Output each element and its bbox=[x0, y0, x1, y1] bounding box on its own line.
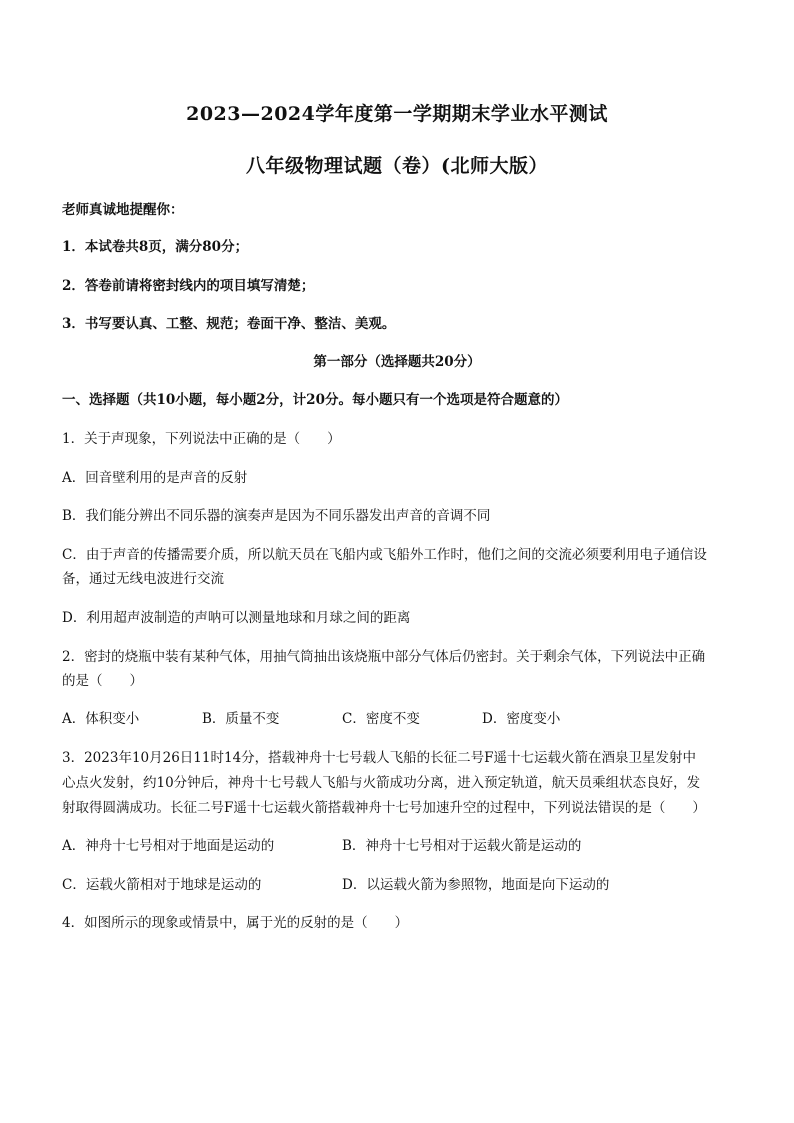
question-3-option-d: D．以运载火箭为参照物，地面是向下运动的 bbox=[342, 877, 610, 893]
question-3-options-row2 bbox=[62, 872, 738, 898]
question-2-stem: 2．密封的烧瓶中装有某种气体，用抽气筒抽出该烧瓶中部分气体后仍密封。关于剩余气体，下列说法中正确 bbox=[62, 649, 706, 665]
question-2-option-a: A．体积变小 bbox=[62, 711, 140, 727]
question-1-stem: 1．关于声现象，下列说法中正确的是（ ） bbox=[62, 431, 341, 447]
part-heading: 第一部分（选择题共20分） bbox=[313, 354, 481, 370]
question-3-stem-cont: 心点火发射，约10分钟后，神舟十七号载人飞船与火箭成功分离，进入预定轨道，航天员乘组状态良好，发 bbox=[62, 775, 701, 791]
question-2-option-d: D．密度变小 bbox=[482, 711, 561, 727]
question-2-option-b: B．质量不变 bbox=[202, 711, 280, 727]
question-1-option-d: D．利用超声波制造的声呐可以测量地球和月球之间的距离 bbox=[62, 610, 411, 626]
question-1-option-b: B．我们能分辨出不同乐器的演奏声是因为不同乐器发出声音的音调不同 bbox=[62, 508, 491, 524]
question-2-stem-cont: 的是（ ） bbox=[62, 673, 143, 689]
reminder-heading: 老师真诚地提醒你： bbox=[62, 202, 184, 218]
question-4-stem: 4．如图所示的现象或情景中，属于光的反射的是（ ） bbox=[62, 915, 409, 931]
question-3-stem: 3．2023年10月26日11时14分，搭载神舟十七号载人飞船的长征二号F遥十七运载火箭在酒泉卫星发射中 bbox=[62, 750, 697, 766]
reminder-item: 1．本试卷共8页，满分80分； bbox=[62, 239, 249, 255]
question-2-options bbox=[62, 706, 738, 732]
question-3-option-c: C．运载火箭相对于地球是运动的 bbox=[62, 877, 262, 893]
question-3-option-a: A．神舟十七号相对于地面是运动的 bbox=[62, 838, 275, 854]
reminder-item: 2．答卷前请将密封线内的项目填写清楚； bbox=[62, 278, 315, 294]
exam-subtitle: 八年级物理试题（卷）(北师大版） bbox=[246, 155, 548, 177]
question-1-option-c-cont: 备，通过无线电波进行交流 bbox=[62, 571, 224, 587]
section-heading: 一、选择题（共10小题，每小题2分，计20分。每小题只有一个选项是符合题意的） bbox=[62, 392, 568, 408]
question-1-option-a: A．回音壁利用的是声音的反射 bbox=[62, 470, 248, 486]
question-3-stem-cont: 射取得圆满成功。长征二号F遥十七运载火箭搭载神舟十七号加速升空的过程中，下列说法错误的是（ ） bbox=[62, 800, 706, 816]
question-3-option-b: B．神舟十七号相对于运载火箭是运动的 bbox=[342, 838, 582, 854]
reminder-item: 3．书写要认真、工整、规范；卷面干净、整洁、美观。 bbox=[62, 316, 396, 332]
question-1-option-c: C．由于声音的传播需要介质，所以航天员在飞船内或飞船外工作时，他们之间的交流必须要利用电子通信设 bbox=[62, 547, 707, 563]
question-2-option-c: C．密度不变 bbox=[342, 711, 420, 727]
exam-title: 2023—2024学年度第一学期期末学业水平测试 bbox=[186, 103, 608, 125]
question-3-options-row1 bbox=[62, 833, 738, 859]
